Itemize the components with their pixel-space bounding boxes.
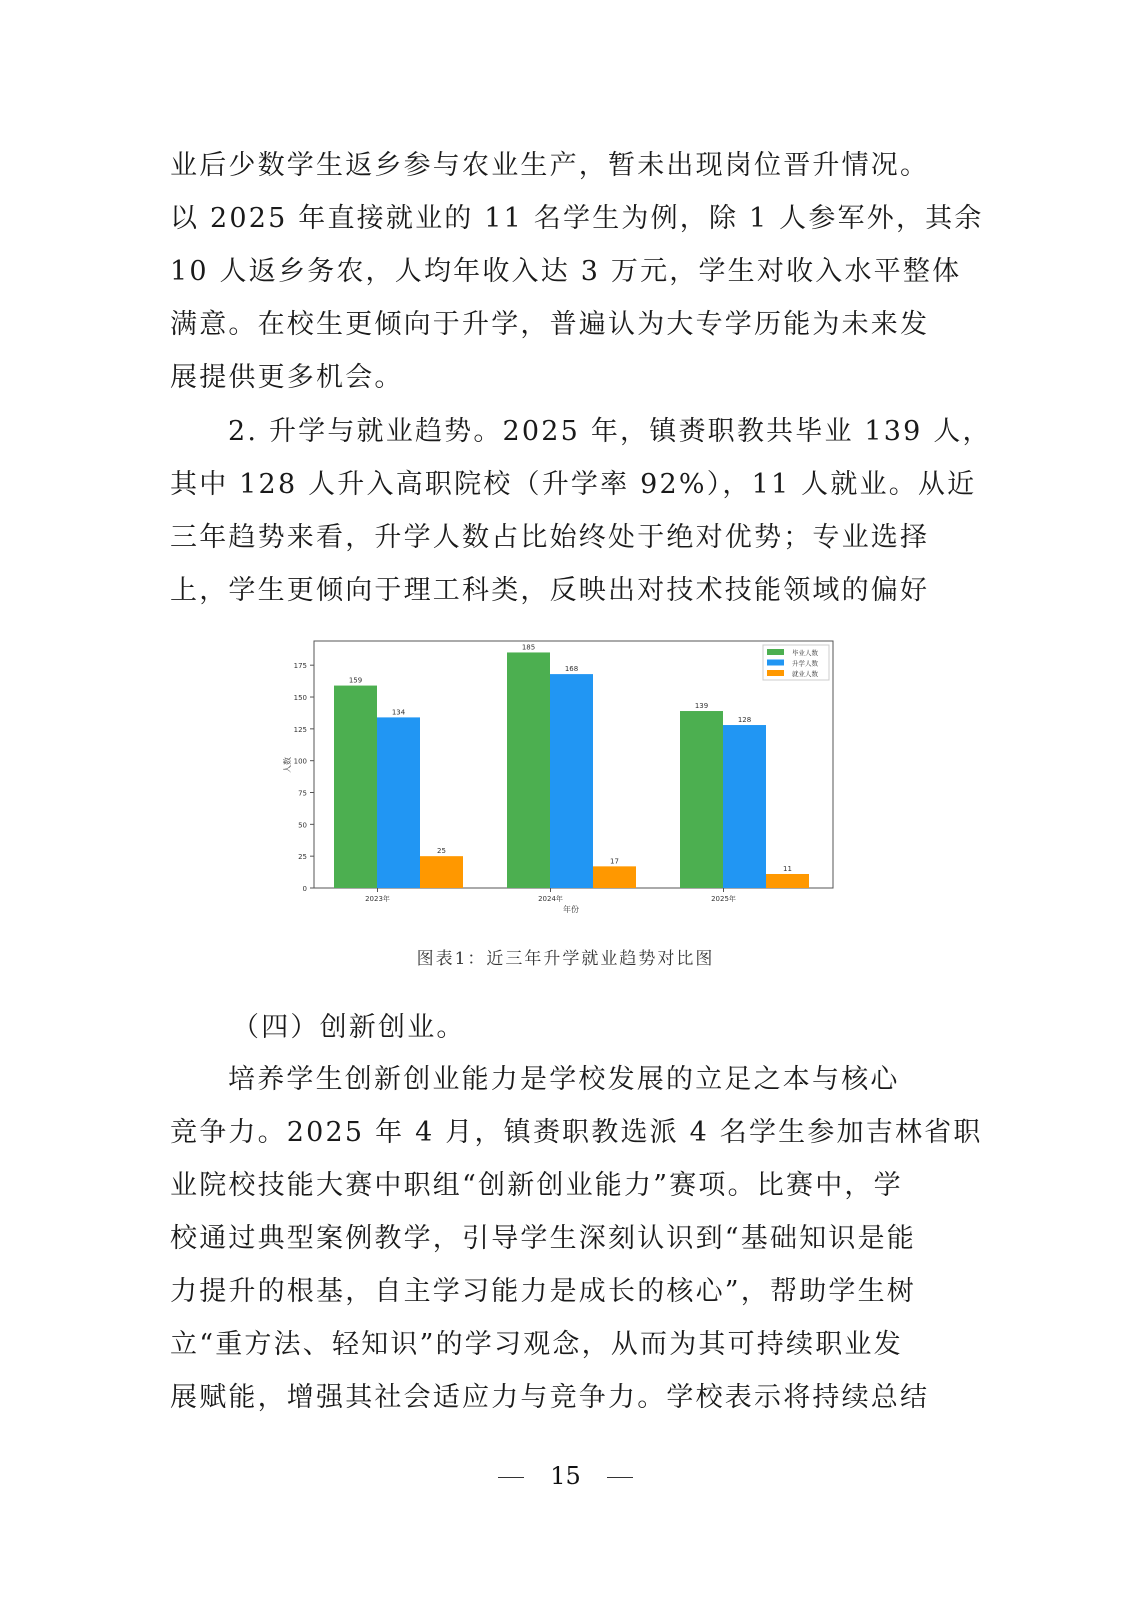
text-line: 力提升的根基，自主学习能力是成长的核心”，帮助学生树 <box>170 1276 917 1307</box>
bar-2-2 <box>766 874 809 888</box>
bar-1-1 <box>550 674 593 888</box>
bar-1-0 <box>377 717 420 888</box>
y-tick-label: 50 <box>298 821 307 830</box>
legend-label: 升学人数 <box>792 659 818 668</box>
text-line: 三年趋势来看，升学人数占比始终处于绝对优势；专业选择 <box>170 522 930 553</box>
y-tick-label: 75 <box>298 789 307 798</box>
text-line: 上，学生更倾向于理工科类，反映出对技术技能领域的偏好 <box>170 575 930 606</box>
text-line: 满意。在校生更倾向于升学，普遍认为大专学历能为未来发 <box>170 309 930 340</box>
dash-right <box>607 1477 633 1479</box>
text-line: 展提供更多机会。 <box>170 362 404 393</box>
bar-value-label: 159 <box>348 676 363 685</box>
bar-value-label: 134 <box>391 708 406 717</box>
text-line: 竞争力。2025 年 4 月，镇赉职教选派 4 名学生参加吉林省职 <box>170 1117 983 1148</box>
y-tick-label: 175 <box>293 662 307 671</box>
text-line: 业后少数学生返乡参与农业生产，暂未出现岗位晋升情况。 <box>170 150 930 181</box>
legend-swatch <box>767 660 784 666</box>
dash-left <box>498 1477 524 1479</box>
page-number <box>0 1462 1131 1490</box>
section-heading: （四）创新创业。 <box>232 1012 466 1043</box>
bar-1-2 <box>723 725 766 888</box>
page-number-value: 15 <box>550 1462 581 1490</box>
legend-label: 毕业人数 <box>792 649 818 657</box>
text-line: 10 人返乡务农，人均年收入达 3 万元，学生对收入水平整体 <box>170 256 962 287</box>
bar-value-label: 128 <box>737 716 752 725</box>
y-tick-label: 0 <box>302 885 307 893</box>
text-line: 业院校技能大赛中职组“创新创业能力”赛项。比赛中，学 <box>170 1170 903 1201</box>
legend-label: 就业人数 <box>792 670 818 678</box>
y-tick-label: 150 <box>293 694 307 703</box>
bar-0-1 <box>507 652 550 888</box>
y-tick-label: 25 <box>298 853 307 862</box>
figure-caption: 图表1：近三年升学就业趋势对比图 <box>416 949 715 969</box>
x-axis-label: 年份 <box>563 905 579 914</box>
bar-chart-enrollment-employment <box>270 630 850 920</box>
legend-swatch <box>767 670 784 676</box>
y-tick-label: 125 <box>293 725 307 734</box>
bar-2-1 <box>593 866 636 888</box>
text-line: 2. 升学与就业趋势。2025 年，镇赉职教共毕业 139 人， <box>228 416 992 447</box>
text-line: 立“重方法、轻知识”的学习观念，从而为其可持续职业发 <box>170 1329 903 1360</box>
x-tick-label: 2025年 <box>711 895 736 903</box>
bar-value-label: 25 <box>437 847 446 856</box>
bar-0-0 <box>334 686 377 888</box>
y-axis-label: 人数 <box>283 757 292 773</box>
bar-value-label: 11 <box>783 864 792 873</box>
legend-swatch <box>767 649 784 655</box>
text-line: 其中 128 人升入高职院校（升学率 92%），11 人就业。从近 <box>170 469 977 500</box>
text-line: 校通过典型案例教学，引导学生深刻认识到“基础知识是能 <box>170 1223 917 1254</box>
bar-0-2 <box>680 711 723 888</box>
bar-2-0 <box>420 856 463 888</box>
bar-value-label: 17 <box>610 857 619 866</box>
y-tick-label: 100 <box>293 757 307 766</box>
bar-value-label: 185 <box>521 643 536 652</box>
x-tick-label: 2024年 <box>538 895 563 903</box>
text-line: 展赋能，增强其社会适应力与竞争力。学校表示将持续总结 <box>170 1382 930 1413</box>
bar-value-label: 168 <box>564 665 579 674</box>
text-line: 以 2025 年直接就业的 11 名学生为例，除 1 人参军外，其余 <box>170 203 984 234</box>
x-tick-label: 2023年 <box>365 895 390 903</box>
bar-value-label: 139 <box>694 702 709 711</box>
text-line: 培养学生创新创业能力是学校发展的立足之本与核心 <box>228 1064 900 1095</box>
